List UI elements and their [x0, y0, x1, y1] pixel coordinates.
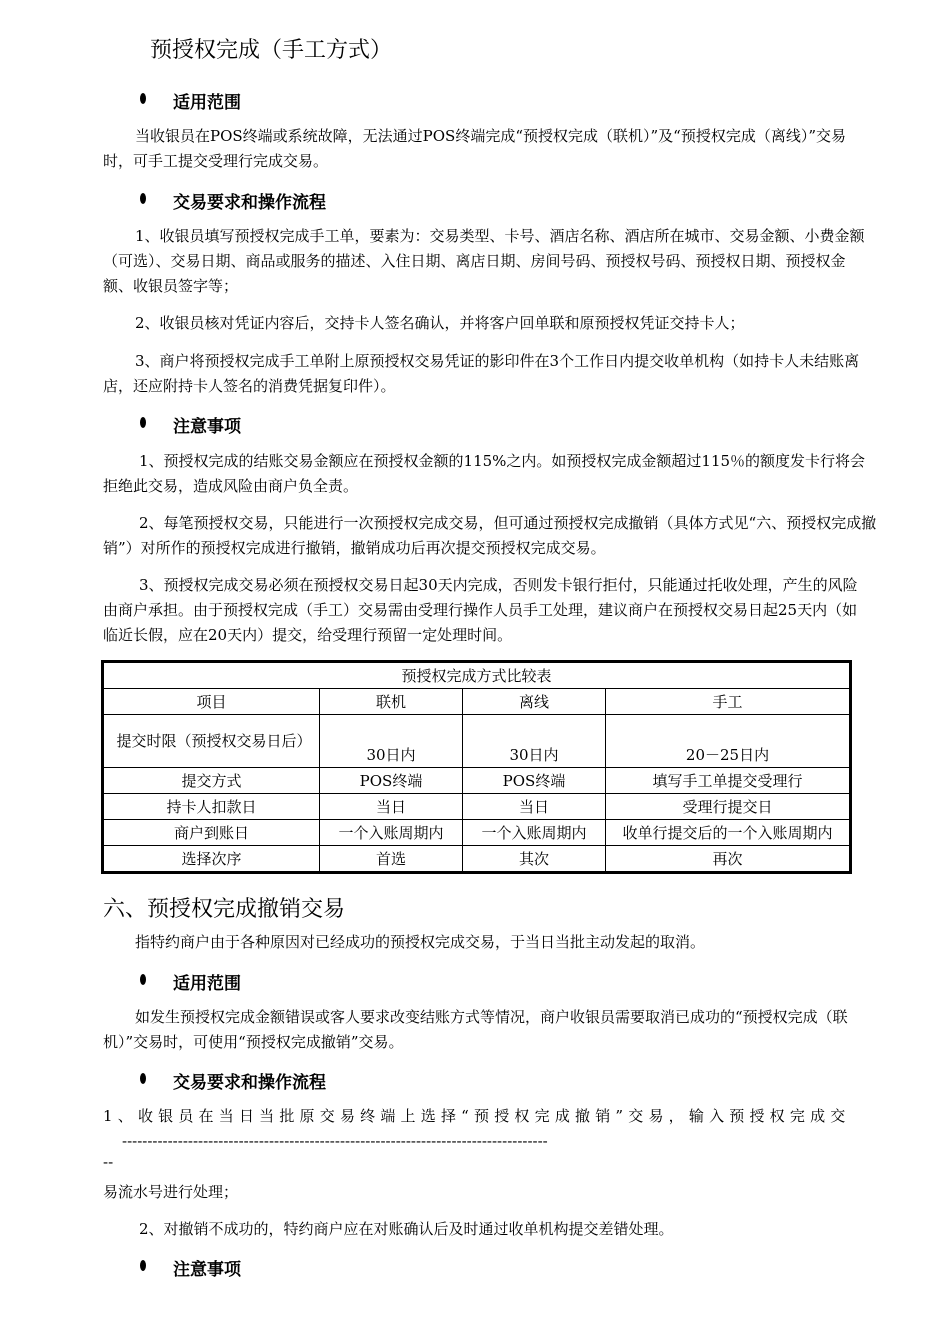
paragraph-process-3: 3、商户将预授权完成手工单附上原预授权交易凭证的影印件在3个工作日内提交收单机构（如持卡人未结账离店，还应附持卡人签名的消费凭据复印件）。	[103, 352, 860, 395]
table-cell: 一个入账周期内	[463, 820, 606, 846]
table-caption-row	[103, 662, 851, 689]
paragraph-intro: 指特约商户由于各种原因对已经成功的预授权完成交易，于当日当批主动发起的取消。	[135, 933, 706, 951]
heading-notes: 注意事项	[173, 1260, 241, 1280]
table-cell: 持卡人扣款日	[103, 794, 320, 820]
table-cell: 20－25日内	[606, 715, 851, 768]
table-cell: 提交方式	[103, 768, 320, 794]
paragraph-scope: 如发生预授权完成金额错误或客人要求改变结账方式等情况，商户收银员需要取消已成功的“预授权完成（联机）”交易时，可使用“预授权完成撤销”交易。	[103, 1008, 848, 1051]
table-caption: 预授权完成方式比较表	[103, 662, 851, 689]
table-header-cell: 项目	[103, 689, 320, 715]
table-row	[103, 715, 851, 768]
table-cell: 当日	[463, 794, 606, 820]
bullet-icon	[140, 1073, 146, 1084]
table-row	[103, 846, 851, 873]
table-cell: 受理行提交日	[606, 794, 851, 820]
table-cell: 当日	[320, 794, 463, 820]
table-row	[103, 768, 851, 794]
table-cell: POS终端	[320, 768, 463, 794]
bullet-icon	[140, 1260, 146, 1271]
table-header-row	[103, 689, 851, 715]
table-cell: 30日内	[320, 715, 463, 768]
table-cell: 30日内	[463, 715, 606, 768]
paragraph-process-1b: 易流水号进行处理；	[103, 1183, 239, 1201]
paragraph-process-2: 2、对撤销不成功的，特约商户应在对账确认后及时通过收单机构提交差错处理。	[139, 1220, 674, 1238]
paragraph-process-1a: 1、收银员在当日当批原交易终端上选择“预授权完成撤销”交易，输入预授权完成交	[103, 1107, 851, 1125]
table-row	[103, 794, 851, 820]
heading-process: 交易要求和操作流程	[173, 1073, 326, 1093]
table-header-cell: 手工	[606, 689, 851, 715]
comparison-table	[101, 660, 852, 874]
table-cell: 选择次序	[103, 846, 320, 873]
page-title: 预授权完成（手工方式）	[150, 38, 393, 63]
heading-process: 交易要求和操作流程	[173, 193, 326, 213]
table-cell: POS终端	[463, 768, 606, 794]
paragraph-notes-3: 3、预授权完成交易必须在预授权交易日起30天内完成，否则发卡银行拒付，只能通过托收处理，产生的风险由商户承担。由于预授权完成（手工）交易需由受理行操作人员手工处理，建议商户在预授权交易日起25天内（如临近长假，应在20天内）提交，给受理行预留一定处理时间。	[103, 576, 858, 644]
table-cell: 填写手工单提交受理行	[606, 768, 851, 794]
table-cell: 提交时限（预授权交易日后）	[103, 715, 320, 768]
bullet-icon	[140, 417, 146, 428]
table-cell: 商户到账日	[103, 820, 320, 846]
paragraph-notes-2: 2、每笔预授权交易，只能进行一次预授权完成交易，但可通过预授权完成撤销（具体方式见“六、预授权完成撤销”）对所作的预授权完成进行撤销，撤销成功后再次提交预授权完成交易。	[103, 514, 877, 557]
paragraph-notes-1: 1、预授权完成的结账交易金额应在预授权金额的115%之内。如预授权完成金额超过115％的额度发卡行将会拒绝此交易，造成风险由商户负全责。	[103, 452, 866, 495]
paragraph-process-2: 2、收银员核对凭证内容后，交持卡人签名确认，并将客户回单联和原预授权凭证交持卡人；	[135, 314, 745, 332]
bullet-icon	[140, 974, 146, 985]
table-cell: 收单行提交后的一个入账周期内	[606, 820, 851, 846]
heading-notes: 注意事项	[173, 417, 241, 437]
bullet-icon	[140, 193, 146, 204]
table-cell: 首选	[320, 846, 463, 873]
table-cell: 其次	[463, 846, 606, 873]
table-header-cell: 离线	[463, 689, 606, 715]
table-row	[103, 820, 851, 846]
table-header-cell: 联机	[320, 689, 463, 715]
table-cell: 一个入账周期内	[320, 820, 463, 846]
table-cell: 再次	[606, 846, 851, 873]
heading-scope: 适用范围	[173, 974, 241, 994]
paragraph-scope: 当收银员在POS终端或系统故障，无法通过POS终端完成“预授权完成（联机）”及“预授权完成（离线）”交易时，可手工提交受理行完成交易。	[103, 127, 847, 170]
dash-line-tail: --	[103, 1153, 114, 1171]
section-title: 六、预授权完成撤销交易	[103, 897, 346, 922]
paragraph-process-1: 1、收银员填写预授权完成手工单，要素为：交易类型、卡号、酒店名称、酒店所在城市、交易金额、小费金额（可选）、交易日期、商品或服务的描述、入住日期、离店日期、房间号码、预授权号码、预授权日期、预授权金额、收银员签字等；	[103, 227, 865, 295]
bullet-icon	[140, 93, 146, 104]
heading-scope: 适用范围	[173, 93, 241, 113]
dash-line: ------------------------------------------------------------------------------------	[122, 1132, 548, 1150]
